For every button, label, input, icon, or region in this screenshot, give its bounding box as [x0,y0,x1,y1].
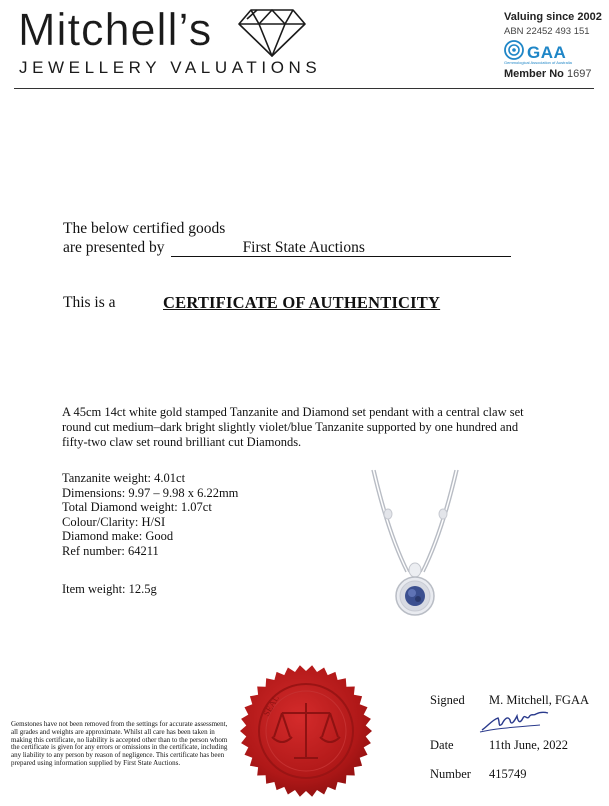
presenter-name: First State Auctions [171,240,511,257]
valuing-since: Valuing since 2002 [504,11,602,23]
item-details [62,471,238,558]
certificate-title: CERTIFICATE OF AUTHENTICITY [163,293,441,312]
presented-by-label: are presented by [63,239,165,256]
seal-text: SEAL [261,693,281,718]
certificate-number: 415749 [489,767,527,781]
diamond-logo-icon [237,8,307,58]
abn-number: ABN 22452 493 151 [504,26,590,37]
signed-label: Signed [430,693,465,707]
item-description: A 45cm 14ct white gold stamped Tanzanite and Diamond set pendant with a central claw set round cut medium–dark bright slightly violet/blue Tanzanite supported by one hundred and fifty-two claw set round brilliant cut Diamonds. [62,405,524,449]
signer-name: M. Mitchell, FGAA [489,693,589,707]
intro-line-1: The below certified goods [63,220,226,237]
pendant-photo [360,468,470,638]
disclaimer-text: Gemstones have not been removed from the settings for accurate assessment, all grades and weights are approximate. Whilst all care has been taken in making this certificate, no liability is accepted other than to the person whom the certificate is given for any errors or omissions in the certificate, including any liability to any person by reason of negligence. This certificate has been prepared using information supplied by First State Auctions. [11,720,228,767]
member-number-value: 1697 [566,68,592,80]
number-label: Number [430,767,471,781]
detail-line: Colour/Clarity: H/SI [62,514,166,529]
detail-line: Ref number: 64211 [62,543,159,558]
certificate-prefix: This is a [63,294,116,311]
brand-name: Mitchell’s [18,4,213,55]
wax-seal [236,661,376,801]
member-number [504,68,591,80]
detail-line: Total Diamond weight: 1.07ct [62,500,212,514]
item-weight: Item weight: 12.5g [62,582,157,596]
date-label: Date [430,738,454,752]
signature-scribble [478,708,558,734]
brand-subtitle: JEWELLERY VALUATIONS [19,58,322,77]
gaa-tagline: Gemmological Association of Australia [504,60,572,65]
intro-line-2 [63,239,511,257]
gaa-logo-text: GAA [527,42,567,62]
detail-line: Dimensions: 9.97 – 9.98 x 6.22mm [62,485,239,500]
header-divider [14,88,594,89]
member-label: Member No [504,68,564,80]
certificate-date: 11th June, 2022 [489,738,569,752]
detail-line: Tanzanite weight: 4.01ct [62,471,186,485]
detail-line: Diamond make: Good [62,529,174,543]
